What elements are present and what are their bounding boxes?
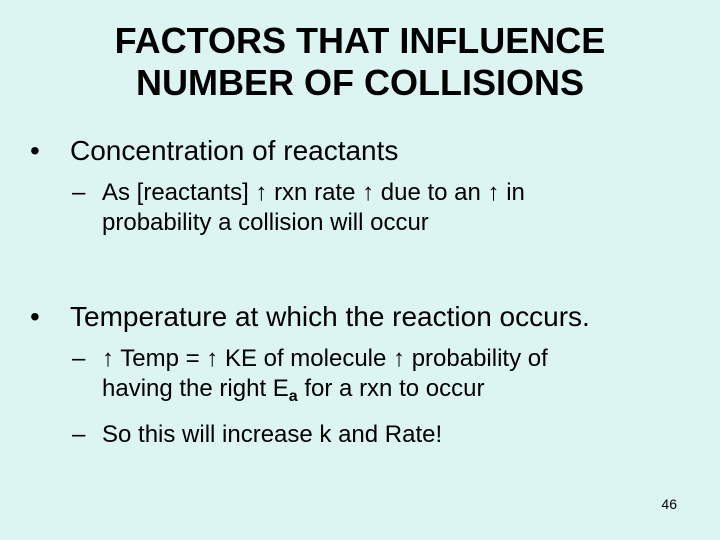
line-2-text-end: for a rxn to occur: [297, 375, 485, 402]
sub-bullet-line-1: So this will increase k and Rate!: [102, 421, 443, 448]
title-line-2: NUMBER OF COLLISIONS: [136, 62, 584, 103]
bullet-text: Concentration of reactants: [70, 135, 399, 166]
activation-energy-subscript: a: [288, 388, 298, 405]
title-line-1: FACTORS THAT INFLUENCE: [114, 20, 606, 61]
sub-bullet-line-2: probability a collision will occur: [102, 209, 429, 236]
bullet-marker: •: [30, 135, 40, 166]
slide-title: [40, 20, 680, 104]
bullet-text: Temperature at which the reaction occurs.: [70, 301, 590, 332]
bullet-concentration: [30, 134, 398, 168]
sub-bullet-temperature-effect: [72, 344, 548, 412]
page-number: 46: [661, 496, 677, 512]
sub-bullet-rate-increase: [72, 420, 442, 450]
dash-marker: –: [72, 421, 86, 448]
dash-marker: –: [72, 345, 86, 372]
line-2-text: having the right E: [102, 375, 289, 402]
bullet-temperature: [30, 300, 590, 334]
dash-marker: –: [72, 179, 86, 206]
sub-bullet-line-2: [72, 374, 548, 412]
sub-bullet-line-1: As [reactants] ↑ rxn rate ↑ due to an ↑ in: [102, 179, 525, 206]
bullet-marker: •: [30, 301, 40, 332]
sub-bullet-concentration-effect: [72, 178, 525, 238]
sub-bullet-line-1: ↑ Temp = ↑ KE of molecule ↑ probability of: [102, 345, 548, 372]
